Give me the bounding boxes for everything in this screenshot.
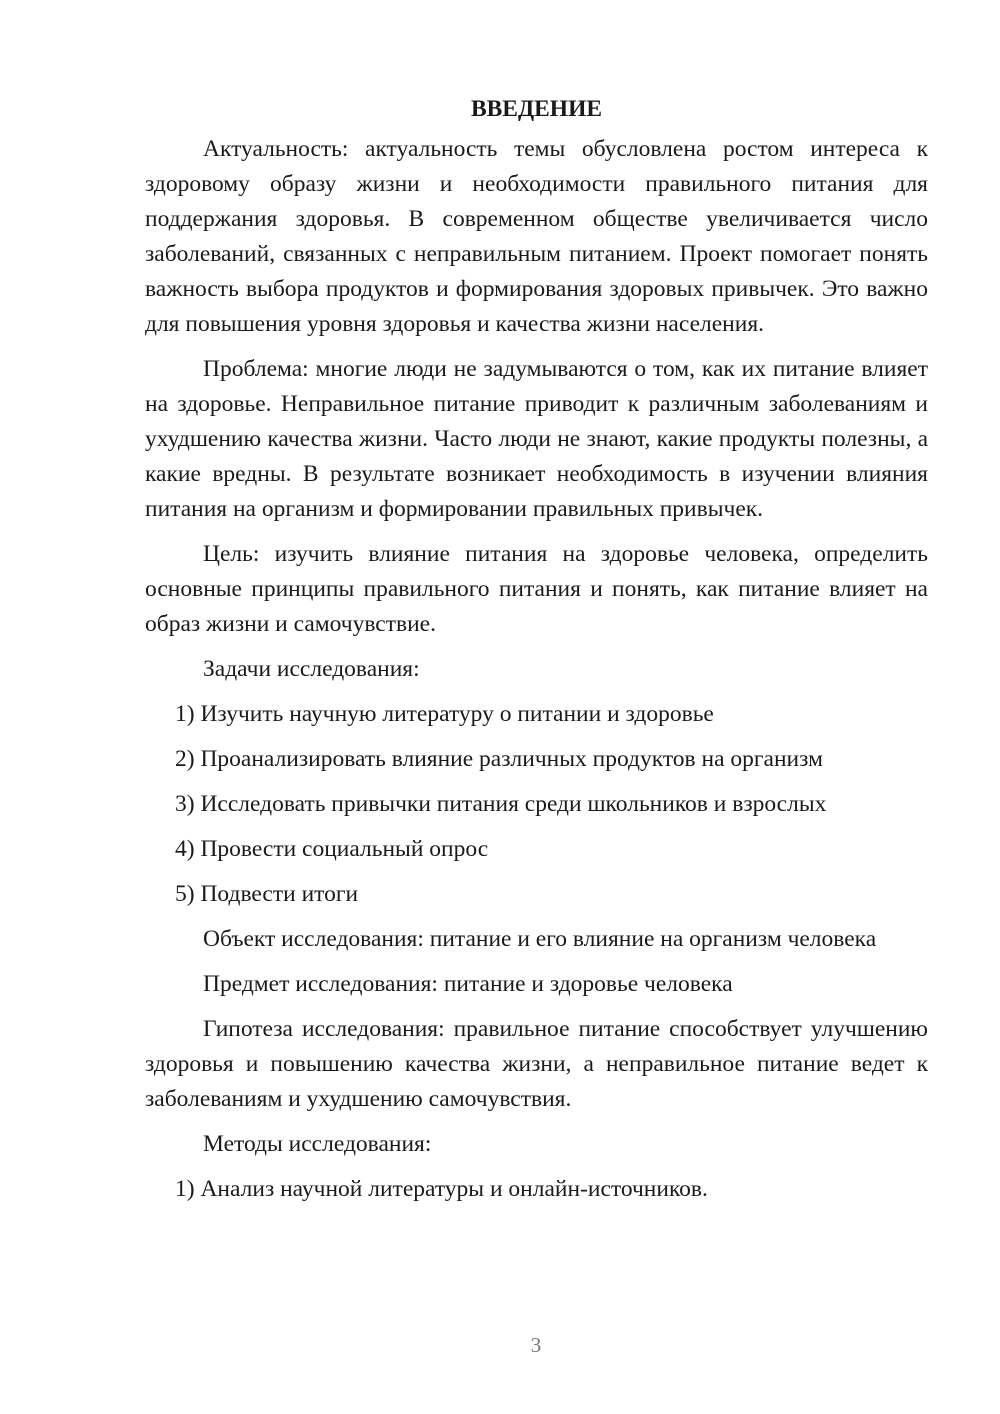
research-object: Объект исследования: питание и его влияние на организм человека: [203, 926, 877, 952]
task-item-3: 3) Исследовать привычки питания среди школьников и взрослых: [175, 791, 827, 817]
task-item-4: 4) Провести социальный опрос: [175, 836, 489, 862]
tasks-heading: Задачи исследования:: [203, 656, 420, 682]
document-content: [145, 92, 928, 1217]
task-item-2: 2) Проанализировать влияние различных продуктов на организм: [175, 746, 823, 772]
task-item-5: 5) Подвести итоги: [175, 881, 359, 907]
research-subject: Предмет исследования: питание и здоровье человека: [203, 971, 733, 997]
paragraph-goal: Цель: изучить влияние питания на здоровье человека, определить основные принципы правильного питания и понять, как питание влияет на образ жизни и самочувствие.: [145, 541, 928, 637]
page-title: ВВЕДЕНИЕ: [470, 96, 603, 122]
task-item-1: 1) Изучить научную литературу о питании и здоровье: [175, 701, 714, 727]
paragraph-relevance: Актуальность: актуальность темы обусловлена ростом интереса к здоровому образу жизни и необходимости правильного питания для поддержания здоровья. В современном обществе увеличивается число заболеваний, связанных с неправильным питанием. Проект помогает понять важность выбора продуктов и формирования здоровых привычек. Это важно для повышения уровня здоровья и качества жизни населения.: [145, 136, 928, 337]
methods-heading: Методы исследования:: [203, 1131, 432, 1157]
method-item-1: 1) Анализ научной литературы и онлайн-источников.: [175, 1176, 708, 1202]
page-number: 3: [530, 1333, 542, 1357]
paragraph-hypothesis: Гипотеза исследования: правильное питание способствует улучшению здоровья и повышению качества жизни, а неправильное питание ведет к заболеваниям и ухудшению самочувствия.: [145, 1016, 928, 1112]
paragraph-problem: Проблема: многие люди не задумываются о том, как их питание влияет на здоровье. Неправильное питание приводит к различным заболеваниям и ухудшению качества жизни. Часто люди не знают, какие продукты полезны, а какие вредны. В результате возникает необходимость в изучении влияния питания на организм и формировании правильных привычек.: [145, 356, 928, 522]
